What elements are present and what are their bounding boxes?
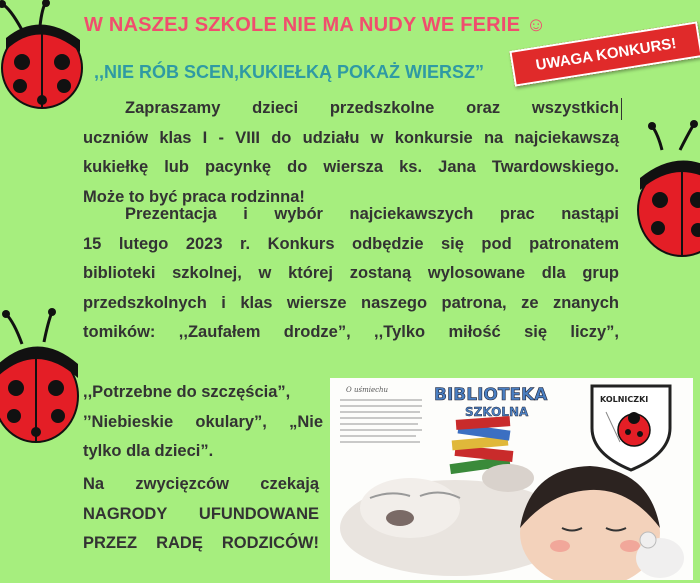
text-line: uczniów klas I - VIII do udziału w konkursie na najciekawszą — [83, 128, 619, 147]
text-line: biblioteki szkolnej, w której zostaną wylosowane dla grup — [83, 264, 619, 282]
text-line: Zapraszamy dzieci przedszkolne oraz wszystkich — [125, 99, 619, 117]
text-line: Na zwycięzców czekają — [83, 475, 319, 493]
library-logo-line1: BIBLIOTEKA — [434, 385, 548, 405]
contest-badge: UWAGA KONKURS! — [509, 21, 700, 86]
library-logo-line2: SZKOLNA — [465, 405, 529, 419]
text-line: ,,Potrzebne do szczęścia”, — [83, 383, 291, 401]
text-line: Może to być praca rodzinna! — [83, 187, 305, 206]
text-line: ’’Niebieskie okulary”, „Nie — [83, 412, 323, 431]
ladybug-icon-right — [632, 120, 700, 260]
text-line: PRZEZ RADĘ RODZICÓW! — [83, 534, 319, 552]
contest-title: ,,NIE RÓB SCEN,KUKIEŁKĄ POKAŻ WIERSZ” — [94, 62, 485, 82]
poem-titles-paragraph — [83, 378, 323, 467]
library-illustration — [330, 378, 693, 580]
invitation-paragraph — [83, 94, 619, 212]
text-line: tomików: ,,Zaufałem drodze”, ,,Tylko miłość się liczy”, — [83, 323, 619, 341]
ladybug-icon-top-left — [0, 0, 92, 112]
shield-text: KOLNICZKI — [600, 395, 649, 404]
book-title: O uśmiechu — [346, 386, 389, 394]
text-line: tylko dla dzieci”. — [83, 442, 214, 460]
ladybug-icon-bottom-left — [0, 306, 82, 444]
text-line: kukiełkę lub pacynkę do wiersza ks. Jana Twardowskiego. — [83, 158, 619, 176]
prizes-paragraph — [83, 470, 319, 559]
text-cursor — [621, 98, 622, 120]
text-line: Prezentacja i wybór najciekawszych prac nastąpi — [125, 205, 619, 223]
illustration-art — [330, 378, 693, 580]
presentation-paragraph — [83, 200, 619, 348]
text-line: przedszkolnych i klas wiersze naszego patrona, ze znanych — [83, 293, 619, 312]
page-title: W NASZEJ SZKOLE NIE MA NUDY WE FERIE ☺ — [84, 14, 547, 36]
text-line: 15 lutego 2023 r. Konkurs odbędzie się pod patronatem — [83, 234, 619, 253]
text-line: NAGRODY UFUNDOWANE — [83, 504, 319, 523]
